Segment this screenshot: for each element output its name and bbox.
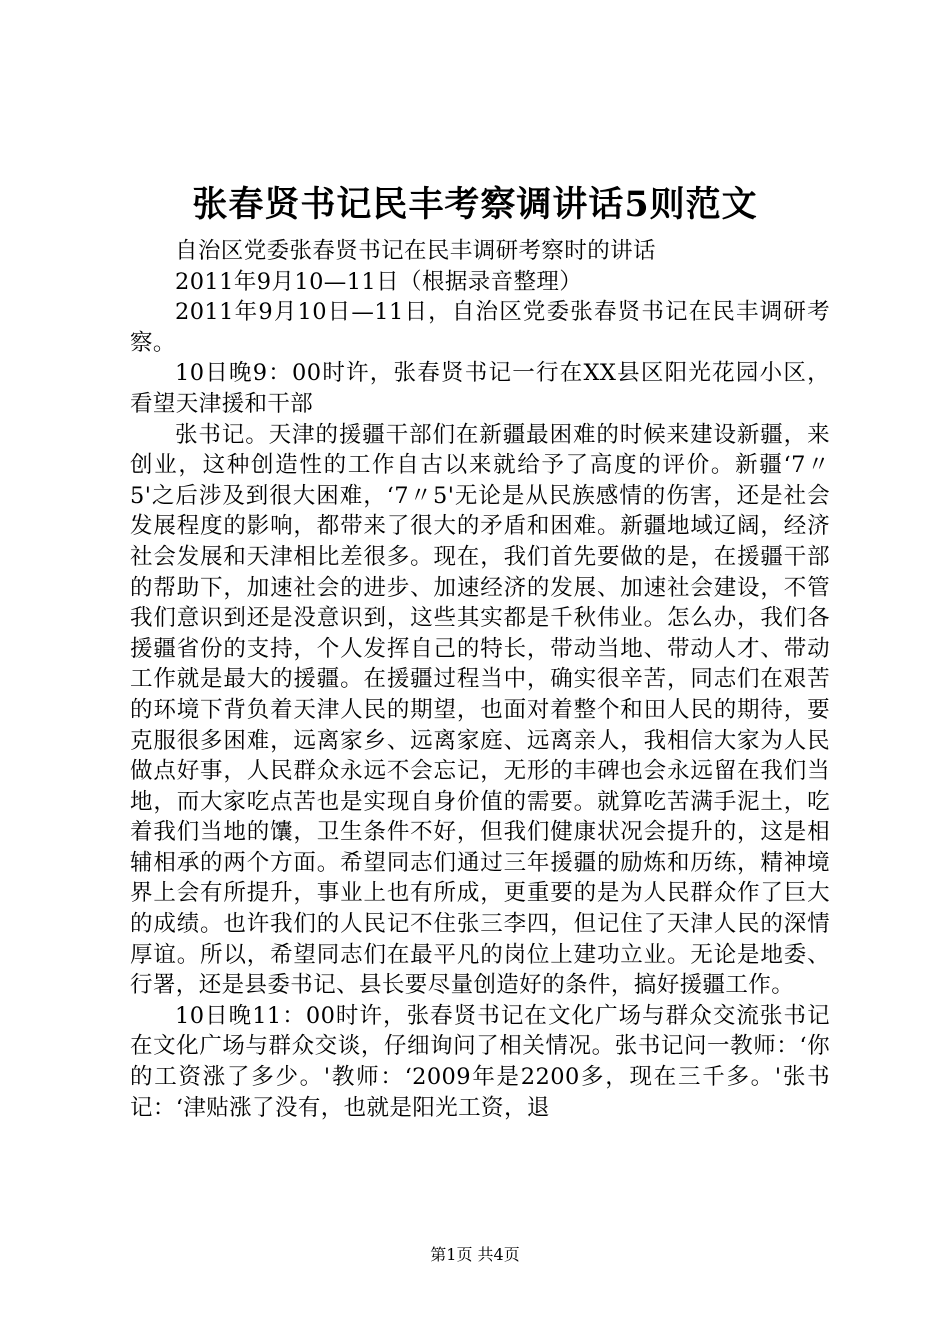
page-footer: 第1页 共4页 <box>430 1245 520 1264</box>
paragraph-visit: 10日晚9：00时许，张春贤书记一行在XX县区阳光花园小区，看望天津援和干部 <box>130 360 830 417</box>
paragraph-square: 10日晚11：00时许，张春贤书记在文化广场与群众交流张书记在文化广场与群众交谈，仔细询问了相关情况。张书记问一教师：‘你的工资涨了多少。'教师：‘2009年是2200多，现在三千多。'张书记：‘津贴涨了没有，也就是阳光工资，退 <box>130 1002 830 1121</box>
paragraph-date: 2011年9月10—11日（根据录音整理） <box>175 268 583 295</box>
paragraph-intro: 2011年9月10日—11日，自治区党委张春贤书记在民丰调研考察。 <box>130 299 830 356</box>
document-body <box>130 236 830 1123</box>
paragraph-subtitle: 自治区党委张春贤书记在民丰调研考察时的讲话 <box>175 238 656 264</box>
document-title: 张春贤书记民丰考察调讲话5则范文 <box>192 184 758 225</box>
paragraph-speech: 张书记。天津的援疆干部们在新疆最困难的时候来建设新疆，来创业，这种创造性的工作自古以来就给予了高度的评价。新疆‘7〃5'之后涉及到很大困难，‘7〃5'无论是从民族感情的伤害，还是社会发展程度的影响，都带来了很大的矛盾和困难。新疆地域辽阔，经济社会发展和天津相比差很多。现在，我们首先要做的是，在援疆干部的帮助下，加速社会的进步、加速经济的发展、加速社会建设，不管我们意识到还是没意识到，这些其实都是千秋伟业。怎么办，我们各援疆省份的支持，个人发挥自己的特长，带动当地、带动人才、带动工作就是最大的援疆。在援疆过程当中，确实很辛苦，同志们在艰苦的环境下背负着天津人民的期望，也面对着整个和田人民的期待，要克服很多困难，远离家乡、远离家庭、远离亲人，我相信大家为人民做点好事，人民群众永远不会忘记，无形的丰碑也会永远留在我们当地，而大家吃点苦也是实现自身价值的需要。就算吃苦满手泥土，吃着我们当地的馕，卫生条件不好，但我们健康状况会提升的，这是相辅相承的两个方面。希望同志们通过三年援疆的励炼和历练，精神境界上会有所提升，事业上也有所成，更重要的是为人民群众作了巨大的成绩。也许我们的人民记不住张三李四，但记住了天津人民的深情厚谊。所以，希望同志们在最平凡的岗位上建功立业。无论是地委、行署，还是县委书记、县长要尽量创造好的条件，搞好援疆工作。 <box>130 421 830 999</box>
